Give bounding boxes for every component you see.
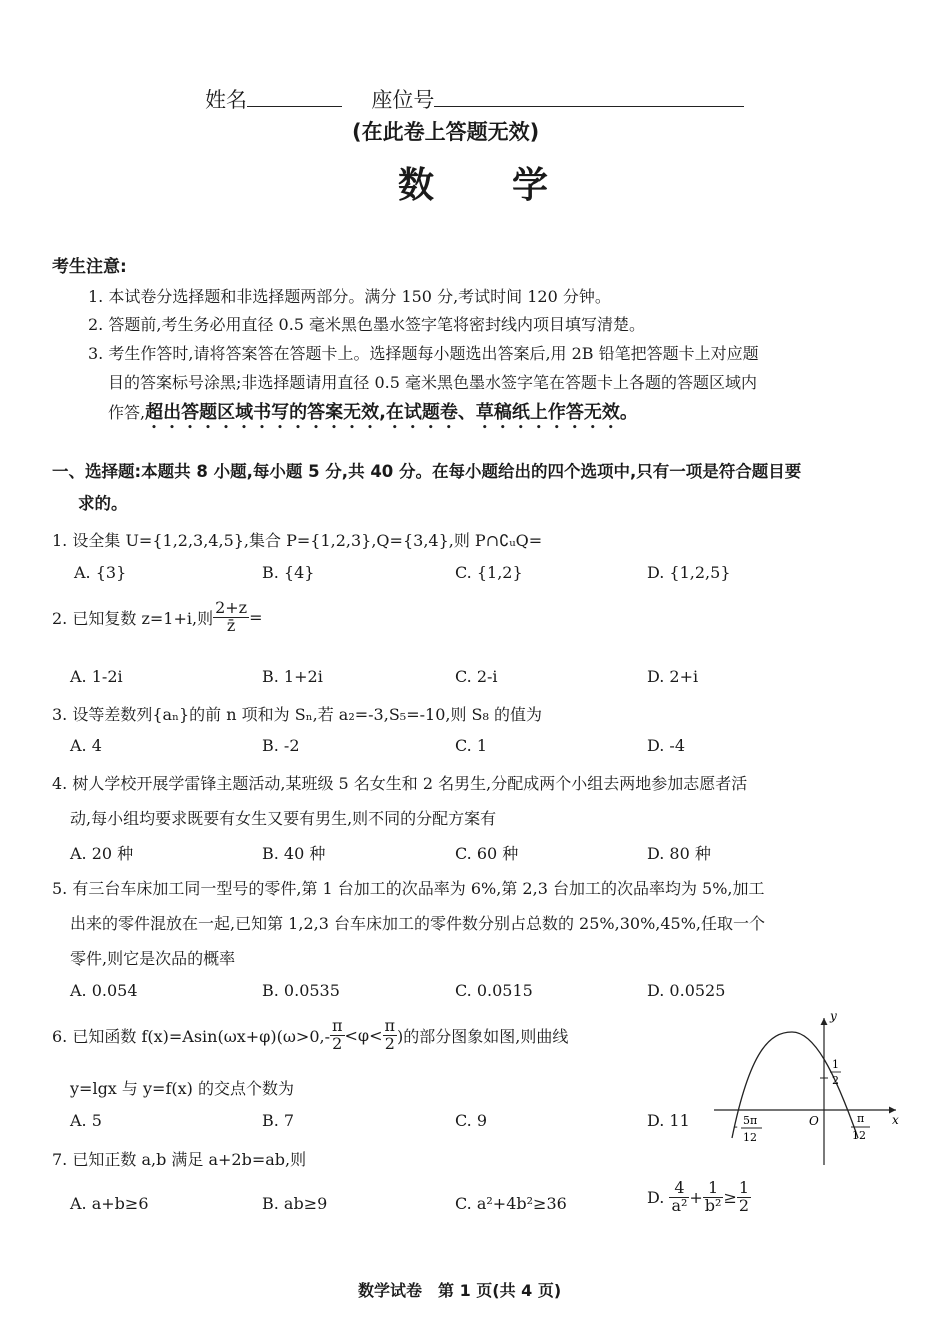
- q2-stem-suffix: =: [249, 607, 263, 627]
- q1-stem: 1. 设全集 U={1,2,3,4,5},集合 P={1,2,3},Q={3,4},则 P∩∁ᵤQ=: [52, 531, 543, 550]
- name-label: 姓名: [205, 88, 247, 112]
- q7-d-ge: ≥: [723, 1187, 737, 1207]
- q7-d-frac-2-num: 1: [703, 1180, 724, 1198]
- q2-stem: [52, 600, 263, 635]
- q5-stem-line-2: 出来的零件混放在一起,已知第 1,2,3 台车床加工的零件数分别占总数的 25%,30%,45%,任取一个: [70, 914, 766, 933]
- notice-item-3-line-3: [108, 398, 638, 433]
- q2-frac-num: 2+z: [215, 598, 248, 617]
- q5-option-d: D. 0.0525: [647, 981, 726, 1000]
- left-zero-den: 12: [743, 1131, 757, 1144]
- q6-stem-part-2: <φ<: [344, 1025, 383, 1045]
- q2-option-c: C. 2-i: [455, 667, 498, 686]
- q6-option-b: B. 7: [262, 1111, 295, 1130]
- page-title: 数 学: [398, 165, 551, 206]
- y-intercept-den: 2: [832, 1074, 839, 1087]
- q7-d-frac-1-den: a²: [671, 1195, 688, 1215]
- q7-d-frac-3-num: 1: [738, 1178, 750, 1197]
- q4-stem-line-1: 4. 树人学校开展学雷锋主题活动,某班级 5 名女生和 2 名男生,分配成两个小组去两地参加志愿者活: [52, 774, 748, 793]
- q4-option-d: D. 80 种: [647, 844, 711, 863]
- q4-option-a: A. 20 种: [70, 844, 134, 863]
- q7-option-c: C. a²+4b²≥36: [455, 1194, 567, 1213]
- origin-label: O: [809, 1114, 819, 1128]
- q2-option-d: D. 2+i: [647, 667, 699, 686]
- q1-option-b: B. {4}: [262, 563, 315, 582]
- q3-option-d: D. -4: [647, 736, 686, 755]
- section-1-heading-cont: 求的。: [78, 494, 128, 513]
- q7-d-frac-2-den: b²: [704, 1195, 722, 1215]
- q5-stem-line-3: 零件,则它是次品的概率: [70, 949, 236, 968]
- q7-d-frac-2: [703, 1180, 724, 1215]
- q1-option-c: C. {1,2}: [455, 563, 523, 582]
- q3-option-c: C. 1: [455, 736, 488, 755]
- notice-heading: 考生注意:: [52, 257, 127, 277]
- q7-d-frac-3-den: 2: [738, 1195, 750, 1215]
- page-footer: 数学试卷 第 1 页(共 4 页): [358, 1281, 562, 1300]
- notice-item-1: 1. 本试卷分选择题和非选择题两部分。满分 150 分,考试时间 120 分钟。: [88, 287, 611, 306]
- q2-frac-den: z̄: [226, 615, 236, 635]
- section-1-heading: 一、选择题:本题共 8 小题,每小题 5 分,共 40 分。在每小题给出的四个选项中,只有一项是符合题目要: [52, 462, 802, 481]
- q1-option-a: A. {3}: [74, 563, 127, 582]
- q6-stem-part-3: )的部分图象如图,则曲线: [397, 1026, 569, 1046]
- q6-frac-neg-pi-2: [330, 1018, 345, 1053]
- q3-option-b: B. -2: [262, 736, 300, 755]
- q1-option-d: D. {1,2,5}: [647, 563, 731, 582]
- q6-frac2-num: π: [384, 1016, 396, 1035]
- q7-option-d: [647, 1180, 751, 1215]
- q2-option-a: A. 1-2i: [70, 667, 123, 686]
- q5-option-b: B. 0.0535: [262, 981, 340, 1000]
- q6-stem-part-1: 6. 已知函数 f(x)=Asin(ωx+φ)(ω>0,-: [52, 1026, 330, 1046]
- q5-option-a: A. 0.054: [70, 981, 138, 1000]
- q3-option-a: A. 4: [70, 736, 102, 755]
- q4-option-c: C. 60 种: [455, 844, 519, 863]
- q6-option-d: D. 11: [647, 1111, 690, 1130]
- right-zero-den: 12: [852, 1129, 866, 1142]
- q6-frac1-num: π: [332, 1016, 343, 1035]
- left-zero-num: 5π: [743, 1114, 758, 1127]
- q7-d-frac-1-num: 4: [669, 1180, 689, 1198]
- q6-stem-line-2: y=lgx 与 y=f(x) 的交点个数为: [70, 1079, 294, 1098]
- q6-frac-pi-2: [383, 1018, 398, 1053]
- q6-frac1-den: 2: [332, 1033, 343, 1053]
- notice-item-2: 2. 答题前,考生务必用直径 0.5 毫米黑色墨水签字笔将密封线内项目填写清楚。: [88, 315, 646, 334]
- name-field: [205, 84, 744, 114]
- y-intercept-num: 1: [832, 1058, 839, 1071]
- q4-stem-line-2: 动,每小组均要求既要有女生又要有男生,则不同的分配方案有: [70, 809, 497, 828]
- y-axis-label: y: [830, 1010, 837, 1023]
- q6-option-a: A. 5: [70, 1111, 102, 1130]
- q2-option-b: B. 1+2i: [262, 667, 323, 686]
- q7-d-plus: +: [689, 1187, 703, 1207]
- q7-option-a: A. a+b≥6: [70, 1194, 149, 1213]
- x-axis-label: x: [892, 1113, 899, 1127]
- q6-sine-graph: [710, 1010, 910, 1170]
- name-blank[interactable]: [247, 88, 342, 107]
- notice-item-3-line-1: 3. 考生作答时,请将答案答在答题卡上。选择题每小题选出答案后,用 2B 铅笔把答题卡上对应题: [88, 344, 759, 363]
- notice-emphasis: 超出答题区域书写的答案无效,在试题卷、草稿纸上作答无效。: [145, 402, 638, 423]
- q2-fraction: [213, 600, 249, 635]
- q5-stem-line-1: 5. 有三台车床加工同一型号的零件,第 1 台加工的次品率为 6%,第 2,3 台加工的次品率均为 5%,加工: [52, 879, 765, 898]
- q7-d-frac-3: [737, 1180, 751, 1215]
- q7-d-frac-1: [669, 1180, 689, 1215]
- q6-option-c: C. 9: [455, 1111, 488, 1130]
- q6-stem-line-1: [52, 1018, 568, 1053]
- q7-option-d-prefix: D.: [647, 1187, 665, 1207]
- q7-option-b: B. ab≥9: [262, 1194, 328, 1213]
- seat-label: 座位号: [371, 88, 435, 112]
- left-zero-sign: -: [734, 1120, 738, 1133]
- notice-item-3-line-2: 目的答案标号涂黑;非选择题请用直径 0.5 毫米黑色墨水签字笔在答题卡上各题的答题区域内: [108, 373, 758, 392]
- notice-item-3-prefix: 作答,: [108, 403, 146, 422]
- right-zero-num: π: [857, 1112, 865, 1125]
- invalid-note: (在此卷上答题无效): [352, 120, 540, 144]
- q4-option-b: B. 40 种: [262, 844, 326, 863]
- seat-blank[interactable]: [434, 88, 744, 107]
- q7-stem: 7. 已知正数 a,b 满足 a+2b=ab,则: [52, 1150, 307, 1169]
- q3-stem: 3. 设等差数列{aₙ}的前 n 项和为 Sₙ,若 a₂=-3,S₅=-10,则 S₈ 的值为: [52, 705, 543, 724]
- q5-option-c: C. 0.0515: [455, 981, 533, 1000]
- q2-stem-prefix: 2. 已知复数 z=1+i,则: [52, 608, 214, 628]
- q6-frac2-den: 2: [384, 1033, 395, 1053]
